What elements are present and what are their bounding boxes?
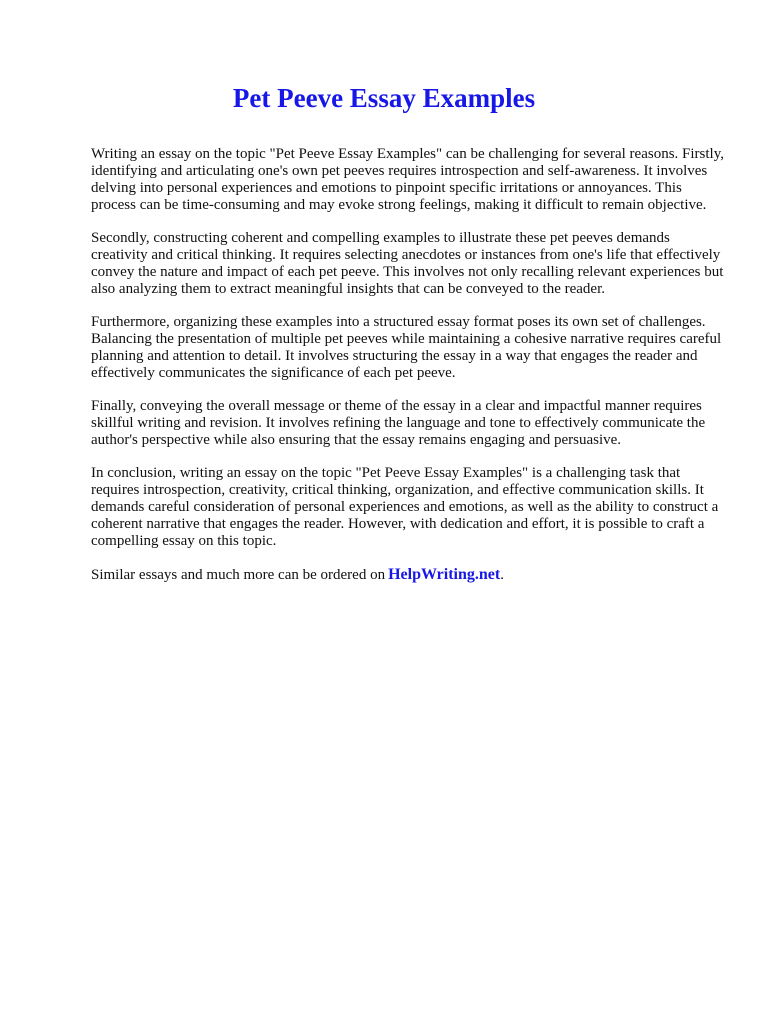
document-title: Pet Peeve Essay Examples bbox=[232, 83, 536, 113]
footer-line bbox=[91, 566, 728, 584]
helpwriting-link[interactable]: HelpWriting.net bbox=[388, 566, 501, 583]
paragraph-5: In conclusion, writing an essay on the topic "Pet Peeve Essay Examples" is a challenging task that requires introspection, creativity, critical thinking, organization, and effective communication skills. It demands careful consideration of personal experiences and emotions, as well as the ability to construct a coherent narrative that engages the reader. However, with dedication and effort, it is possible to craft a compelling essay on this topic. bbox=[91, 465, 719, 549]
footer-trailing: . bbox=[500, 567, 504, 583]
paragraph-3: Furthermore, organizing these examples into a structured essay format poses its own set of challenges. Balancing the presentation of multiple pet peeves while maintaining a cohesive narrative requires careful planning and attention to detail. It involves structuring the essay in a way that engages the reader and effectively communicates the significance of each pet peeve. bbox=[91, 314, 722, 381]
paragraph-4: Finally, conveying the overall message or theme of the essay in a clear and impactful manner requires skillful writing and revision. It involves refining the language and tone to effectively communicate the author's perspective while also ensuring that the essay remains engaging and persuasive. bbox=[91, 398, 706, 448]
paragraph-1: Writing an essay on the topic "Pet Peeve Essay Examples" can be challenging for several reasons. Firstly, identifying and articulating one's own pet peeves requires introspection and self-awareness. It involves delving into personal experiences and emotions to pinpoint specific irritations or annoyances. This process can be time-consuming and may evoke strong feelings, making it difficult to remain objective. bbox=[91, 146, 724, 213]
paragraph-2: Secondly, constructing coherent and compelling examples to illustrate these pet peeves demands creativity and critical thinking. It requires selecting anecdotes or instances from one's life that effectively convey the nature and impact of each pet peeve. This involves not only recalling relevant experiences but also analyzing them to extract meaningful insights that can be conveyed to the reader. bbox=[91, 230, 724, 297]
footer-text: Similar essays and much more can be ordered on bbox=[91, 567, 386, 583]
